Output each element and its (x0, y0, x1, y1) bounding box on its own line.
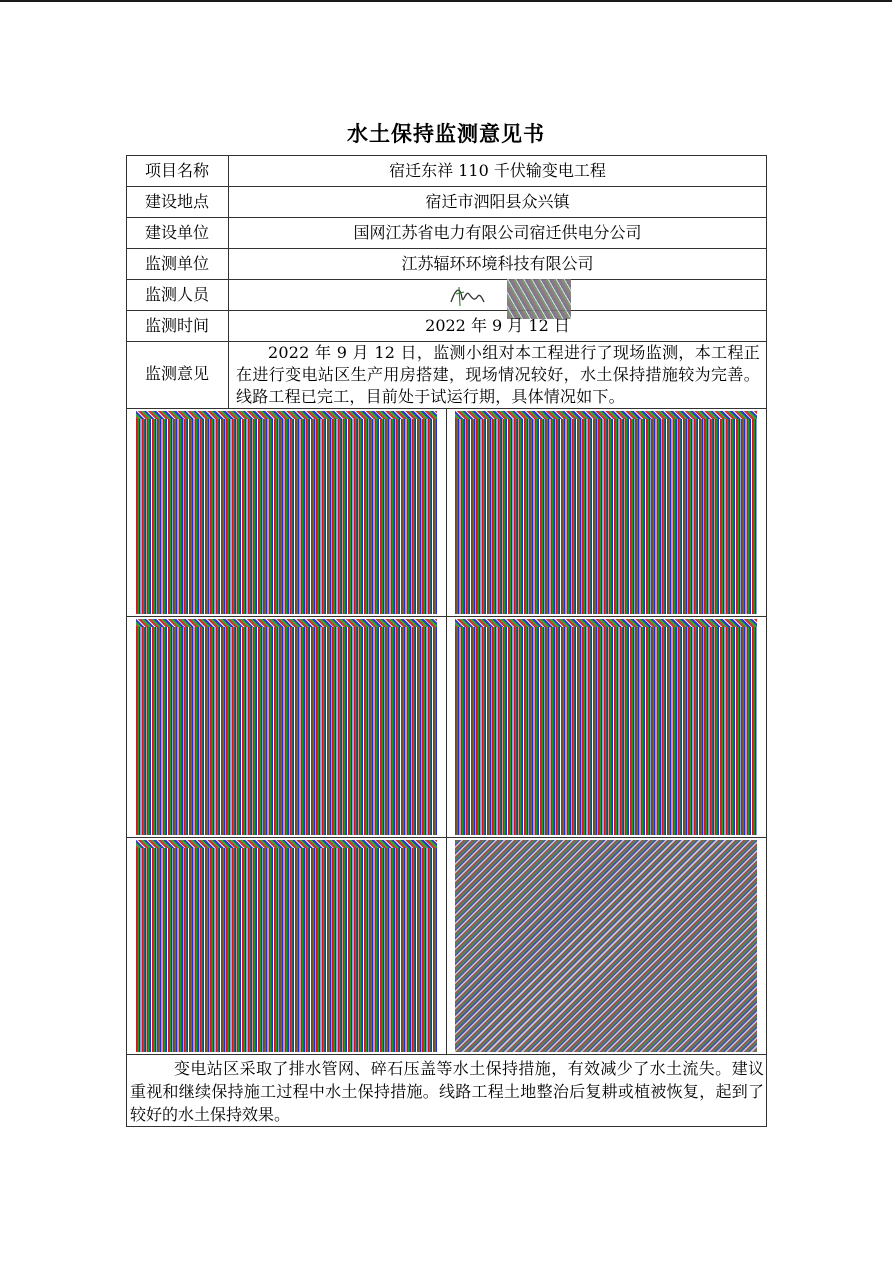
table-border-bottom (126, 1126, 767, 1127)
site-photo-1 (136, 411, 437, 614)
photo-grid-divider (126, 616, 767, 617)
photo-grid-divider (446, 408, 447, 1054)
site-photo-4 (455, 619, 757, 835)
label-monitoring-staff: 监测人员 (144, 285, 209, 304)
page-top-border (0, 0, 892, 2)
monitoring-conclusion-text: 变电站区采取了排水管网、碎石压盖等水土保持措施，有效减少了水土流失。建议重视和继续保持施工过程中水土保持措施。线路工程土地整治后复耕或植被恢复，起到了较好的水土保持效果。 (130, 1059, 764, 1124)
site-photo-2 (455, 411, 757, 614)
value-project-name: 宿迁东祥 110 千伏输变电工程 (389, 161, 606, 180)
table-border-right (766, 155, 767, 1127)
photo-grid-divider (126, 837, 767, 838)
value-monitoring-time: 2022 年 9 月 12 日 (425, 316, 570, 335)
label-construction-unit: 建设单位 (144, 223, 209, 242)
value-monitoring-unit: 江苏辐环环境科技有限公司 (401, 254, 594, 273)
opinion-form-table (126, 155, 767, 1127)
site-photo-5 (136, 840, 437, 1052)
monitoring-opinion-text: 2022 年 9 月 12 日，监测小组对本工程进行了现场监测，本工程正在进行变电站区生产用房搭建，现场情况较好，水土保持措施较为完善。线路工程已完工，目前处于试运行期，具体情况如下。 (236, 343, 760, 406)
table-row-divider (126, 1054, 767, 1055)
value-construction-unit: 国网江苏省电力有限公司宿迁供电分公司 (353, 223, 642, 242)
label-monitoring-time: 监测时间 (144, 316, 209, 335)
site-photo-3 (136, 619, 437, 835)
label-construction-site: 建设地点 (144, 192, 209, 211)
label-monitoring-unit: 监测单位 (144, 254, 209, 273)
handwritten-signature (448, 282, 486, 310)
document-title: 水土保持监测意见书 (347, 122, 545, 146)
label-project-name: 项目名称 (144, 161, 209, 180)
value-construction-site: 宿迁市泗阳县众兴镇 (425, 192, 570, 211)
site-photo-6 (455, 840, 757, 1052)
label-monitoring-opinion: 监测意见 (144, 364, 209, 383)
